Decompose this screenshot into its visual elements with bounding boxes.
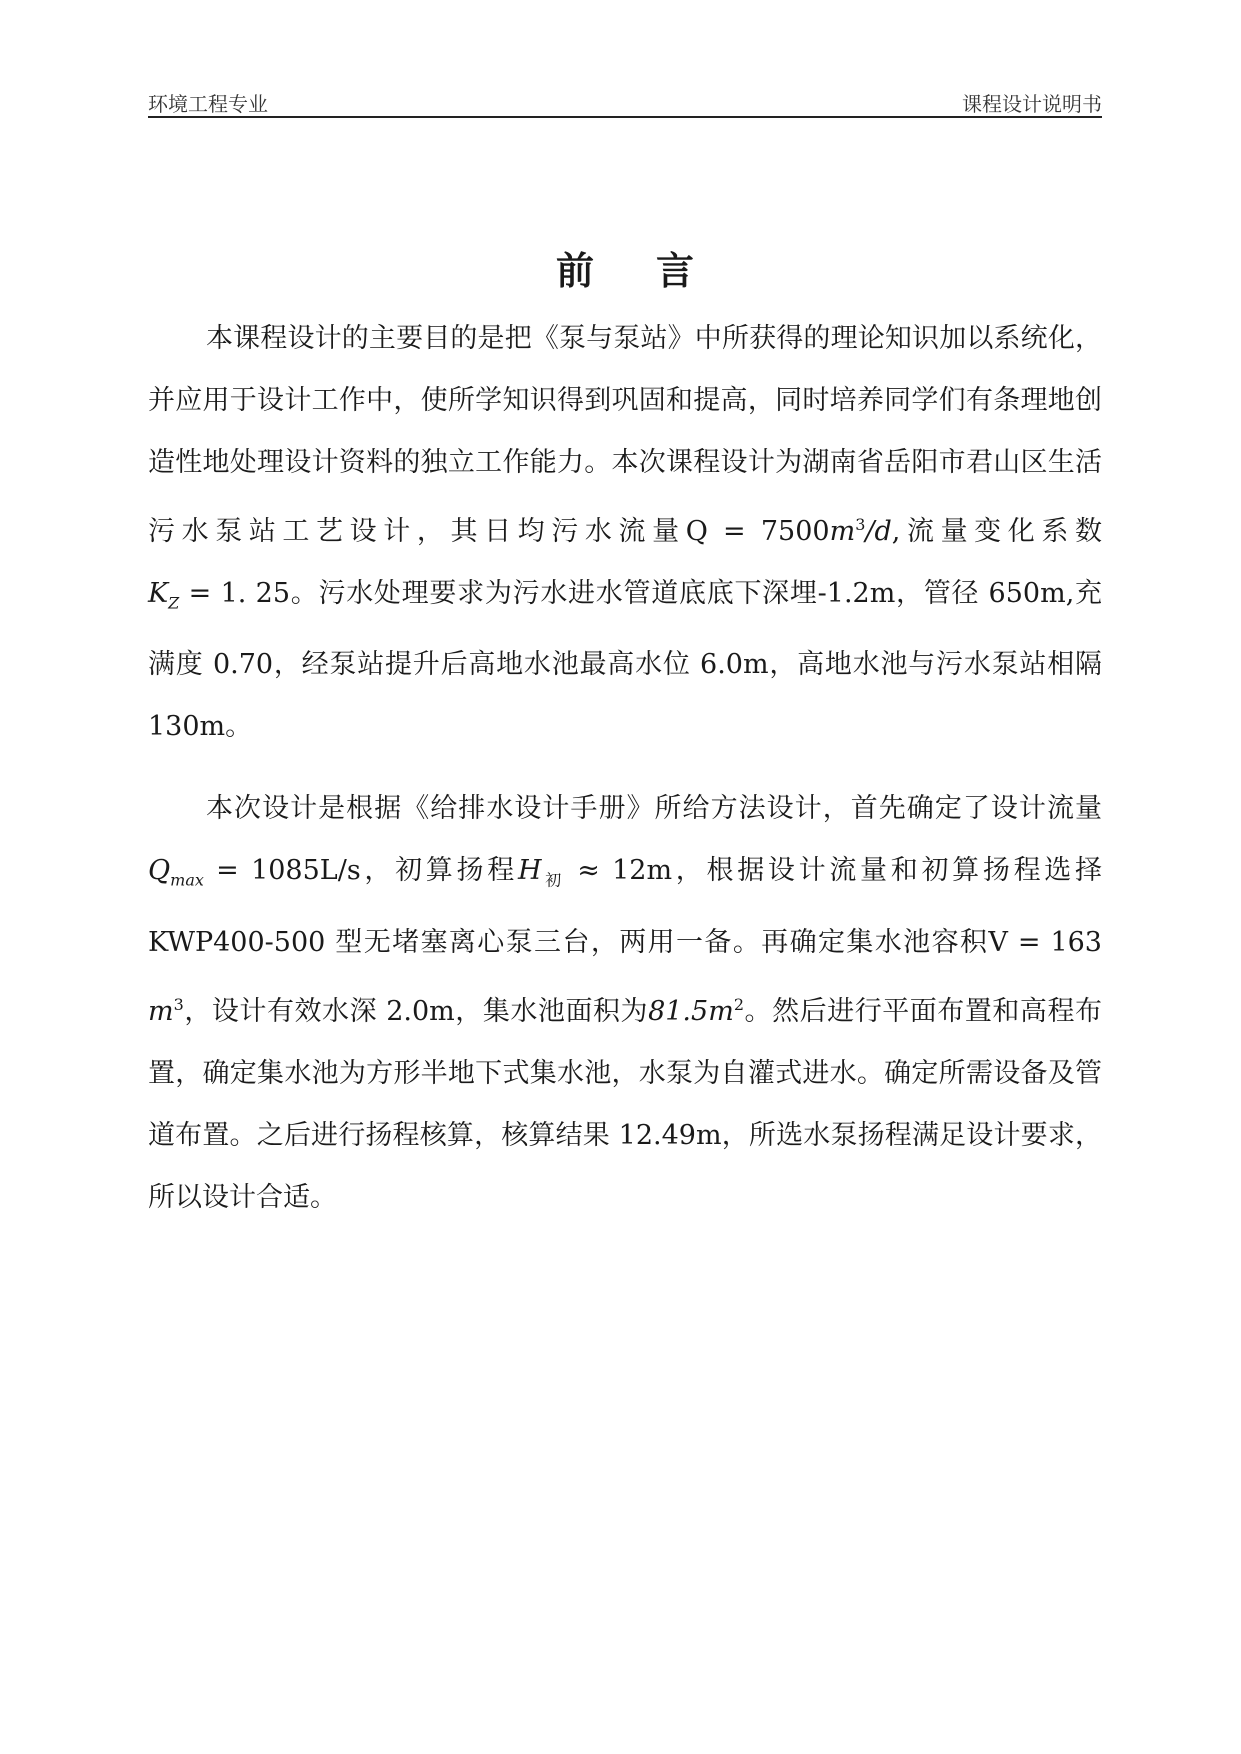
- kz-value: 1. 25: [220, 578, 290, 609]
- kz-symbol: K: [148, 578, 169, 609]
- paragraph-2-text-b: ，初算扬程: [360, 855, 518, 887]
- head-symbol: H: [517, 855, 542, 887]
- paragraph-2-text-a: 本次设计是根据《给排水设计手册》所给方法设计，首先确定了设计流量: [206, 793, 1102, 825]
- qmax-value: 1085L/s: [251, 855, 361, 887]
- qmax-subscript: max: [170, 870, 204, 890]
- qmax-formula: $Q_{max} = 1085L/s$: [148, 855, 361, 890]
- document-body: [148, 308, 1102, 1229]
- q-unit: m: [829, 516, 856, 547]
- volume-symbol: V: [988, 926, 1008, 958]
- paragraph-1-text-a: 本课程设计的主要目的是把《泵与泵站》中所获得的理论知识加以系统化，并应用于设计工作中，使所学知识得到巩固和提高，同时培养同学们有条理地创造性地处理设计资料的独立工作能力。本次课程设计为湖南省岳阳市君山区生活污水泵站工艺设计，其日均污水流量: [148, 323, 1102, 547]
- page-title: 前言: [555, 248, 756, 293]
- qmax-symbol: Q: [148, 855, 171, 887]
- q-value: 7500: [760, 516, 830, 547]
- paragraph-1-text-c: 。污水处理要求为污水进水管道底底下深埋-1.2m，管径 650m,充满度 0.70，经泵站提升后高地水池最高水位 6.0m，高地水池与污水泵站相隔 130m。: [148, 578, 1103, 743]
- head-formula: $H_初 \approx 12m$: [517, 855, 673, 890]
- area-exponent: 2: [733, 994, 744, 1014]
- header-right-text: 课程设计说明书: [962, 92, 1102, 116]
- volume-exponent: 3: [173, 994, 184, 1014]
- paragraph-2-text-e: 。然后进行平面布置和高程布置，确定集水池为方形半地下式集水池，水泵为自灌式进水。确定所需设备及管道布置。之后进行扬程核算，核算结果 12.49m，所选水泵扬程满足设计要求，所以设计合适。: [148, 995, 1103, 1213]
- q-exponent: 3: [855, 515, 866, 534]
- kz-subscript: Z: [168, 593, 180, 613]
- area-value: 81.5m: [648, 995, 734, 1027]
- volume-formula: V = 163: [988, 926, 1102, 958]
- paragraph-1-text-b: ,流量变化系数: [891, 516, 1103, 547]
- volume-value: 163: [1050, 926, 1102, 958]
- q-per-unit: /d: [865, 516, 892, 547]
- area-formula: [648, 996, 744, 1027]
- header-left-text: 环境工程专业: [148, 92, 268, 116]
- kz-formula: $K_Z = 1$. 25: [148, 578, 290, 613]
- paragraph-2: [148, 778, 1102, 1228]
- running-header: [148, 86, 1102, 118]
- volume-unit-letter: m: [148, 995, 174, 1027]
- flow-q-formula: $Q = 7500m^3/d$: [685, 515, 892, 547]
- head-value: 12m: [612, 855, 673, 887]
- head-subscript: 初: [541, 870, 565, 890]
- paragraph-1: [148, 308, 1102, 758]
- paragraph-2-text-d: ，设计有效水深 2.0m，集水池面积为: [183, 995, 649, 1027]
- q-symbol: Q: [685, 516, 708, 547]
- paragraph-2-text-c: ，根据设计流量和初算扬程选择 KWP400-500 型无堵塞离心泵三台，两用一备。再确定集水池容积: [148, 855, 1102, 958]
- volume-unit: [148, 996, 184, 1027]
